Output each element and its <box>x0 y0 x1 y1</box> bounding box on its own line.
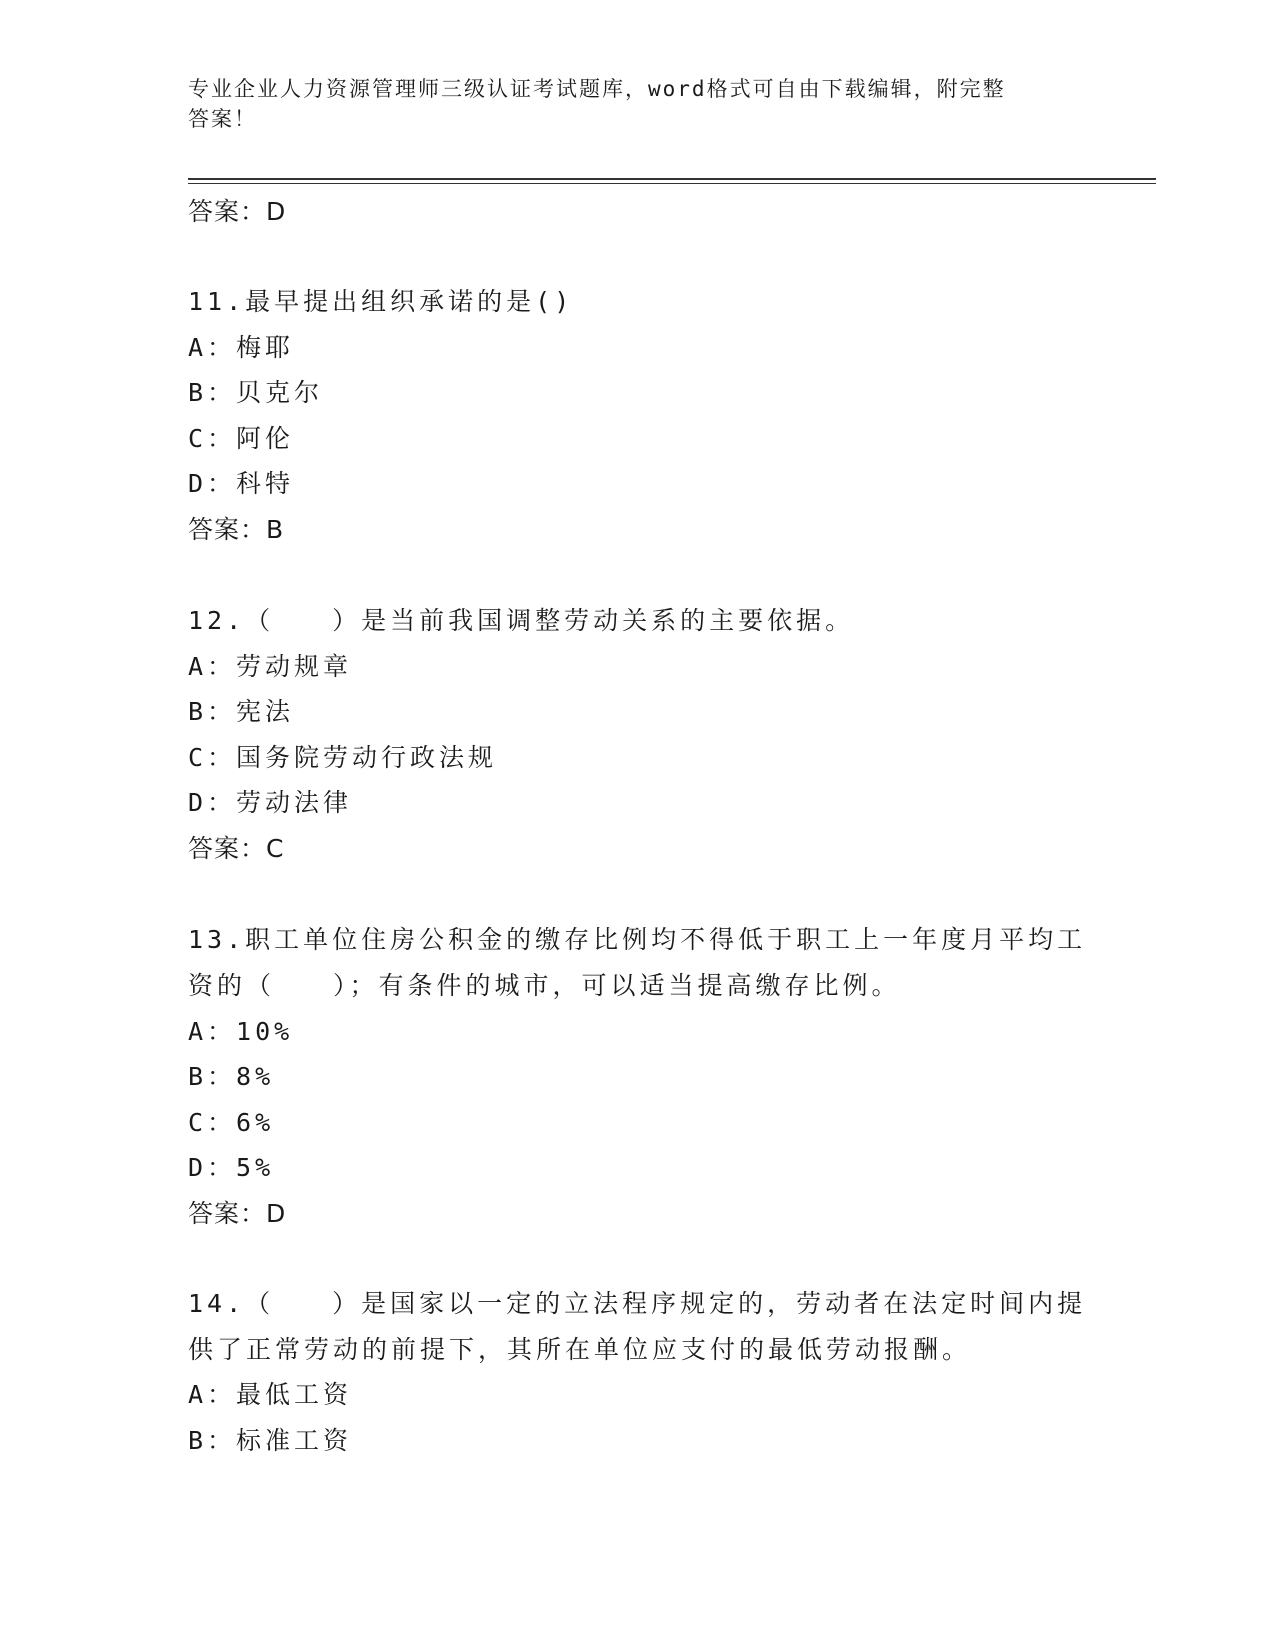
question-stem-line-1: 13.职工单位住房公积金的缴存比例均不得低于职工上一年度月平均工 <box>188 925 1087 954</box>
option-d: D：5% <box>188 1153 275 1182</box>
question-stem-line-1: 14.（ ）是国家以一定的立法程序规定的，劳动者在法定时间内提 <box>188 1289 1087 1318</box>
option-b: B：贝克尔 <box>188 378 324 407</box>
question-stem-line-2: 资的（ ）；有条件的城市，可以适当提高缴存比例。 <box>188 971 901 1000</box>
header-line-1: 专业企业人力资源管理师三级认证考试题库，word格式可自由下载编辑，附完整 <box>188 77 1006 101</box>
question-stem: 12.（ ）是当前我国调整劳动关系的主要依据。 <box>188 606 855 635</box>
answer: 答案：B <box>188 515 285 544</box>
option-a: A：劳动规章 <box>188 652 353 681</box>
question-stem: 11.最早提出组织承诺的是() <box>188 287 574 316</box>
answer: 答案：D <box>188 1199 287 1228</box>
option-c: C：阿伦 <box>188 424 295 453</box>
option-b: B：标准工资 <box>188 1426 353 1455</box>
header-rule-thin <box>188 183 1156 184</box>
header-line-2: 答案！ <box>188 107 257 131</box>
document-header <box>188 74 1068 134</box>
option-b: B：8% <box>188 1062 275 1091</box>
option-d: D：劳动法律 <box>188 788 353 817</box>
option-d: D：科特 <box>188 469 295 498</box>
option-a: A：梅耶 <box>188 333 295 362</box>
option-b: B：宪法 <box>188 697 295 726</box>
question-stem-line-2: 供了正常劳动的前提下，其所在单位应支付的最低劳动报酬。 <box>188 1335 972 1364</box>
prev-answer: 答案：D <box>188 197 287 226</box>
option-c: C：国务院劳动行政法规 <box>188 743 498 772</box>
answer: 答案：C <box>188 834 285 863</box>
option-c: C：6% <box>188 1108 275 1137</box>
option-a: A：最低工资 <box>188 1380 353 1409</box>
header-rule-thick <box>188 178 1156 180</box>
option-a: A：10% <box>188 1017 294 1046</box>
